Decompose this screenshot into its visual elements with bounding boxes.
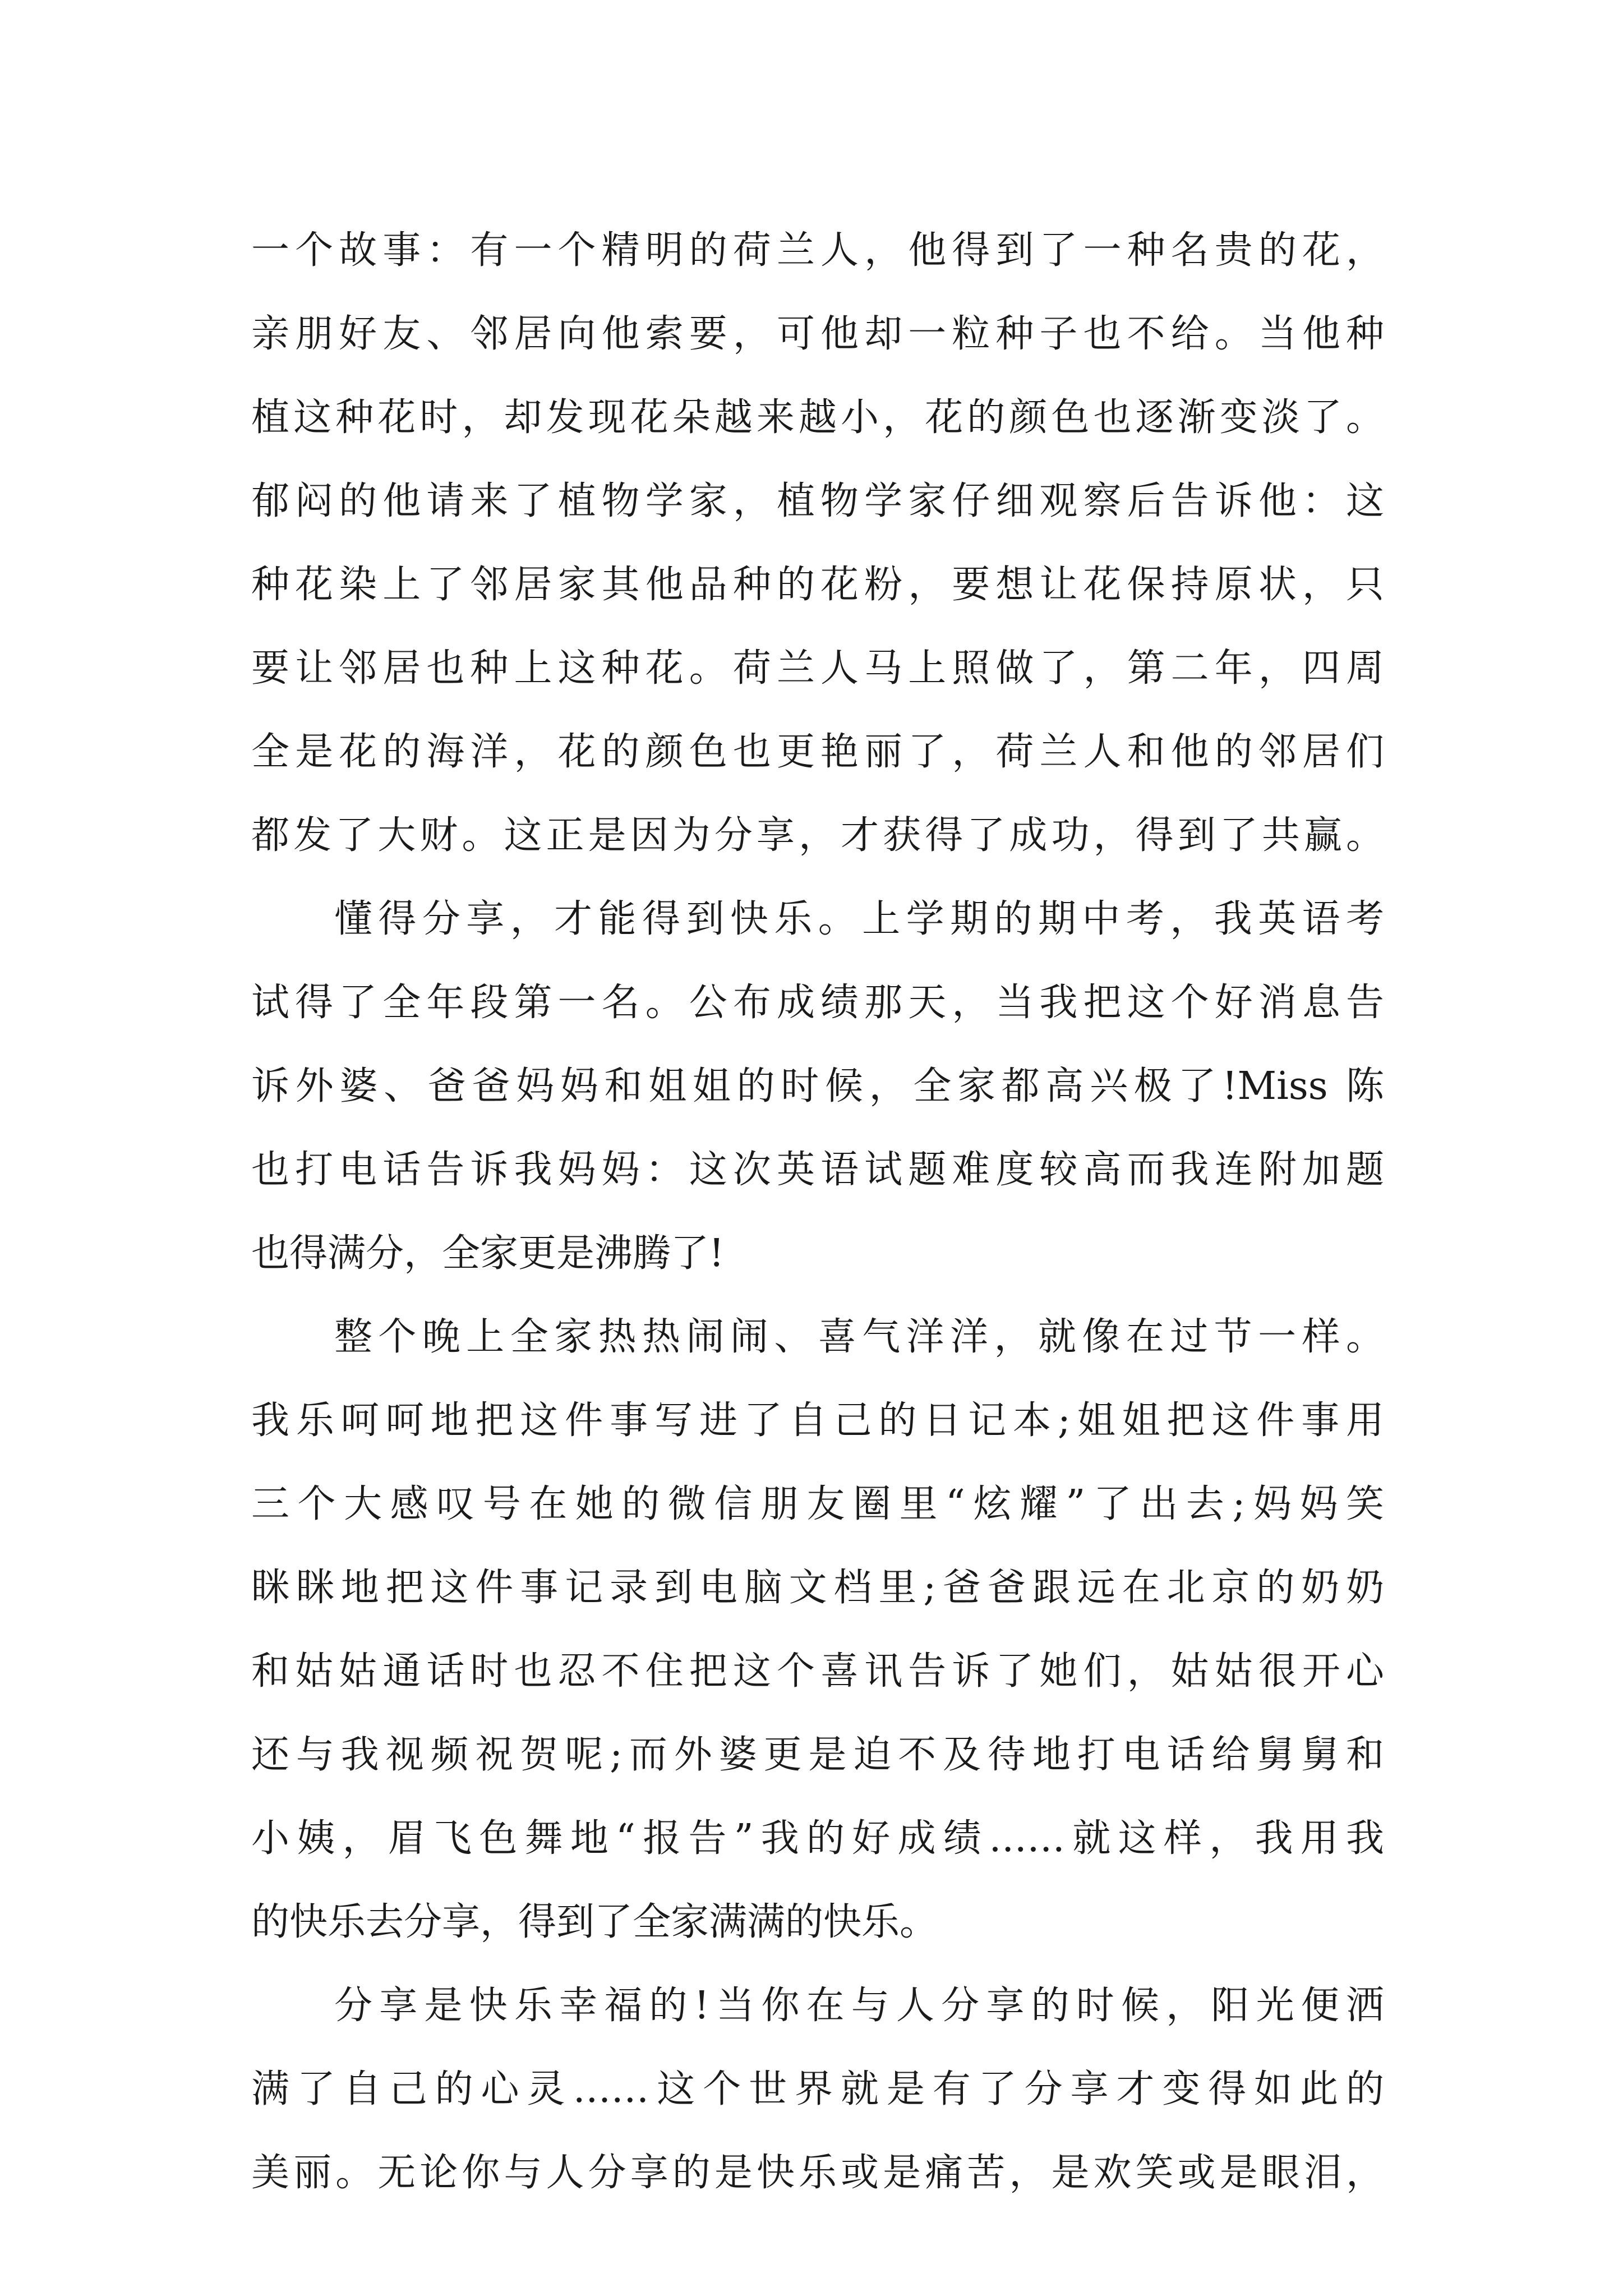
text-line: 植这种花时，却发现花朵越来越小，花的颜色也逐渐变淡了。 [251,395,1384,440]
paragraph-english-exam [251,877,1384,1295]
text-line: 满了自己的心灵……这个世界就是有了分享才变得如此的 [251,2067,1384,2111]
text-line: 都发了大财。这正是因为分享，才获得了成功，得到了共赢。 [251,813,1384,858]
text-line: 亲朋好友、邻居向他索要，可他却一粒种子也不给。当他种 [251,312,1384,356]
text-line: 的快乐去分享，得到了全家满满的快乐。 [251,1900,938,1944]
text-line: 要让邻居也种上这种花。荷兰人马上照做了，第二年，四周 [251,646,1384,691]
text-line: 种花染上了邻居家其他品种的花粉，要想让花保持原状，只 [251,563,1384,607]
text-line: 整个晚上全家热热闹闹、喜气洋洋，就像在过节一样。 [334,1315,1384,1359]
text-line: 试得了全年段第一名。公布成绩那天，当我把这个好消息告 [251,981,1384,1025]
text-line: 三个大感叹号在她的微信朋友圈里“炫耀”了出去;妈妈笑 [251,1482,1384,1526]
text-line: 也打电话告诉我妈妈：这次英语试题难度较高而我连附加题 [251,1148,1384,1192]
text-line: 小姨，眉飞色舞地“报告”我的好成绩……就这样，我用我 [251,1816,1384,1861]
paragraph-story [251,209,1384,877]
text-line: 美丽。无论你与人分享的是快乐或是痛苦，是欢笑或是眼泪， [251,2151,1384,2195]
text-line: 还与我视频祝贺呢;而外婆更是迫不及待地打电话给舅舅和 [251,1733,1384,1777]
paragraph-family-celebration [251,1295,1384,1964]
text-line: 全是花的海洋，花的颜色也更艳丽了，荷兰人和他的邻居们 [251,730,1384,774]
text-line: 眯眯地把这件事记录到电脑文档里;爸爸跟远在北京的奶奶 [251,1566,1384,1610]
text-line: 分享是快乐幸福的!当你在与人分享的时候，阳光便洒 [334,1984,1384,2028]
text-line: 郁闷的他请来了植物学家，植物学家仔细观察后告诉他：这 [251,479,1384,523]
text-line: 也得满分，全家更是沸腾了! [251,1231,725,1276]
document-body [251,209,1384,2215]
text-line: 我乐呵呵地把这件事写进了自己的日记本;姐姐把这件事用 [251,1398,1384,1443]
text-line: 一个故事：有一个精明的荷兰人，他得到了一种名贵的花， [251,228,1384,273]
paragraph-sharing-happiness [251,1964,1384,2215]
text-line: 和姑姑通话时也忍不住把这个喜讯告诉了她们，姑姑很开心 [251,1649,1384,1694]
text-line: 懂得分享，才能得到快乐。上学期的期中考，我英语考 [334,897,1384,941]
text-line: 诉外婆、爸爸妈妈和姐姐的时候，全家都高兴极了!Miss 陈 [251,1064,1384,1108]
